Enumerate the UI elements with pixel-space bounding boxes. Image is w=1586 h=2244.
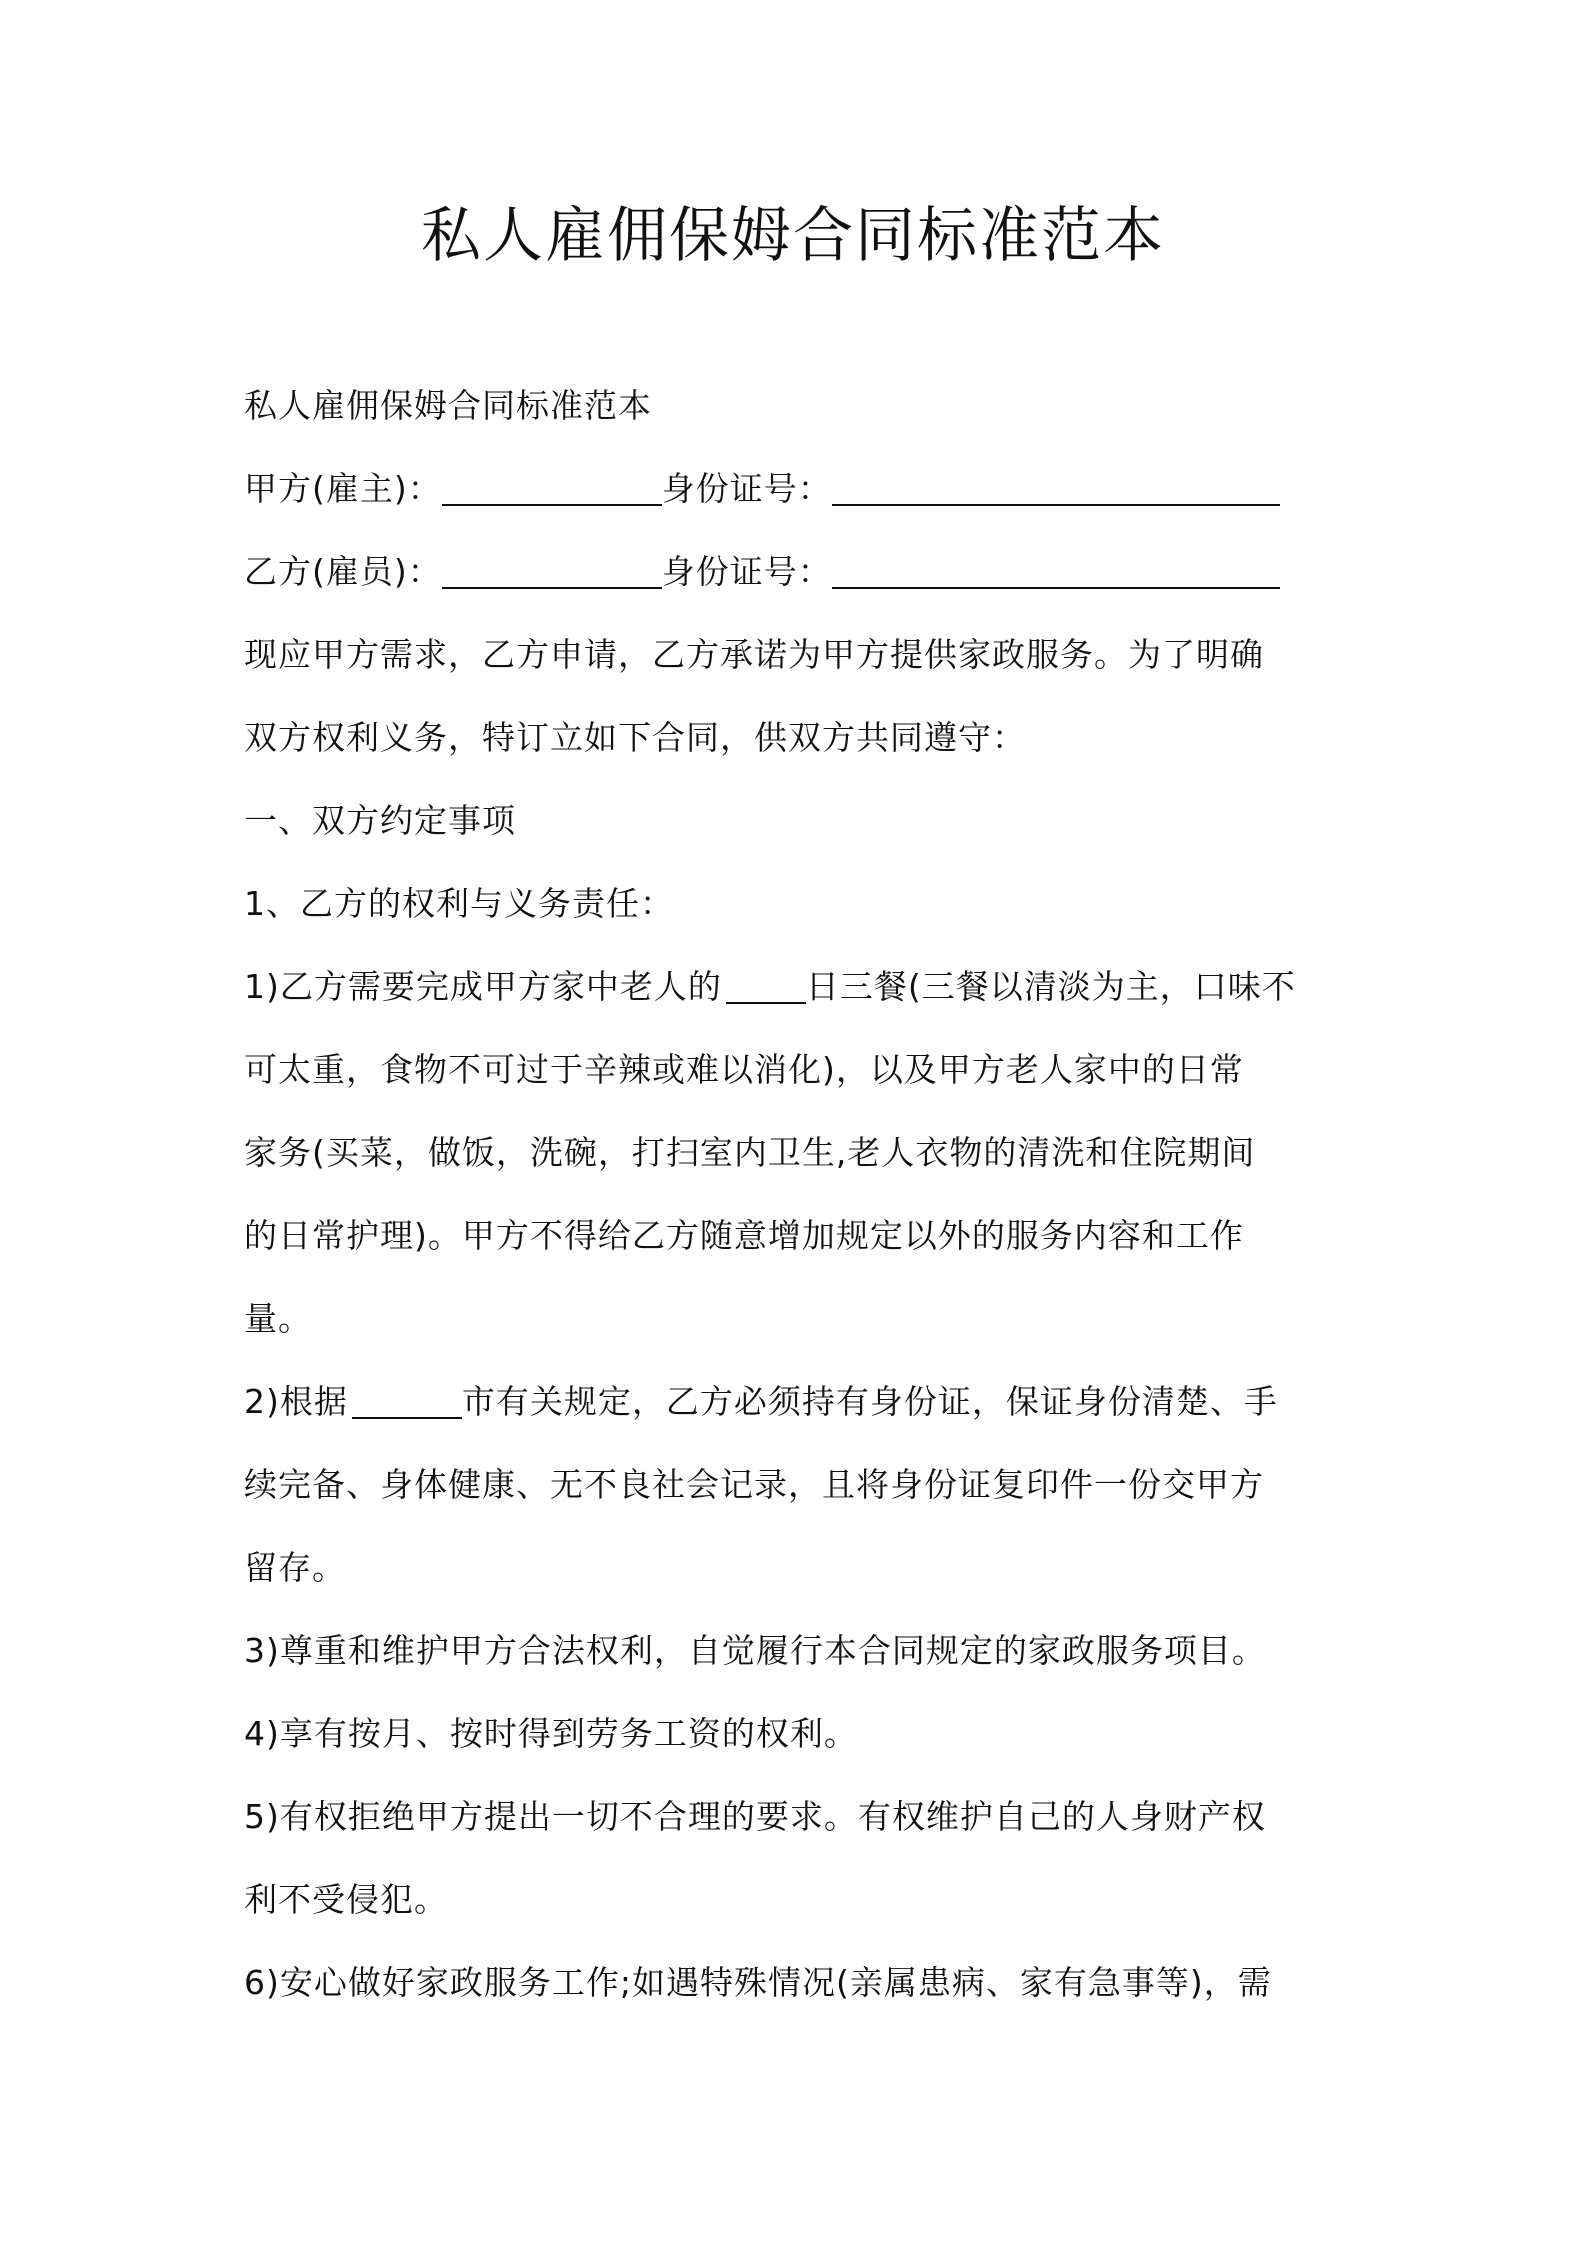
intro-line: 双方权利义务，特订立如下合同，供双方共同遵守：	[244, 718, 1026, 757]
meals-count-blank[interactable]	[726, 967, 806, 1004]
clause-1-line: 家务(买菜，做饭，洗碗，打扫室内卫生,老人衣物的清洗和住院期间	[244, 1133, 1256, 1172]
contract-subtitle: 私人雇佣保姆合同标准范本	[244, 386, 652, 425]
document-body	[244, 364, 1360, 2024]
section-heading: 一、双方约定事项	[244, 801, 516, 840]
clause-1-text-before: 1)乙方需要完成甲方家中老人的	[244, 967, 722, 1006]
clause-1-line: 的日常护理)。甲方不得给乙方随意增加规定以外的服务内容和工作	[244, 1216, 1244, 1255]
clause-1-line: 可太重，食物不可过于辛辣或难以消化)，以及甲方老人家中的日常	[244, 1050, 1244, 1089]
clause-1-first-line	[244, 945, 1360, 1028]
party-b-line	[244, 530, 1360, 613]
item-heading: 1、乙方的权利与义务责任：	[244, 884, 674, 923]
clause-5-line: 利不受侵犯。	[244, 1880, 448, 1919]
clause-3-line: 3)尊重和维护甲方合法权利，自觉履行本合同规定的家政服务项目。	[244, 1631, 1266, 1670]
clause-2-line: 续完备、身体健康、无不良社会记录，且将身份证复印件一份交甲方	[244, 1465, 1264, 1504]
intro-line: 现应甲方需求，乙方申请，乙方承诺为甲方提供家政服务。为了明确	[244, 635, 1264, 674]
clause-2-line: 留存。	[244, 1548, 346, 1587]
party-a-id-blank[interactable]	[832, 469, 1280, 506]
party-a-label: 甲方(雇主)：	[244, 469, 442, 508]
party-a-name-blank[interactable]	[442, 469, 662, 506]
clause-2-text-before: 2)根据	[244, 1382, 348, 1421]
party-b-name-blank[interactable]	[442, 552, 662, 589]
document-title: 私人雇佣保姆合同标准范本	[421, 201, 1165, 271]
clause-2-first-line	[244, 1360, 1360, 1443]
party-b-id-blank[interactable]	[832, 552, 1280, 589]
clause-1-text-after: 日三餐(三餐以清淡为主，口味不	[805, 967, 1296, 1006]
clause-2-text-after: 市有关规定，乙方必须持有身份证，保证身份清楚、手	[461, 1382, 1278, 1421]
party-a-line	[244, 447, 1360, 530]
party-a-id-label: 身份证号：	[661, 469, 832, 508]
clause-4-line: 4)享有按月、按时得到劳务工资的权利。	[244, 1714, 858, 1753]
clause-5-line: 5)有权拒绝甲方提出一切不合理的要求。有权维护自己的人身财产权	[244, 1797, 1266, 1836]
party-b-id-label: 身份证号：	[661, 552, 832, 591]
party-b-label: 乙方(雇员)：	[244, 552, 442, 591]
clause-6-line: 6)安心做好家政服务工作;如遇特殊情况(亲属患病、家有急事等)，需	[244, 1963, 1272, 2002]
city-blank[interactable]	[352, 1382, 462, 1419]
clause-1-line: 量。	[244, 1299, 312, 1338]
